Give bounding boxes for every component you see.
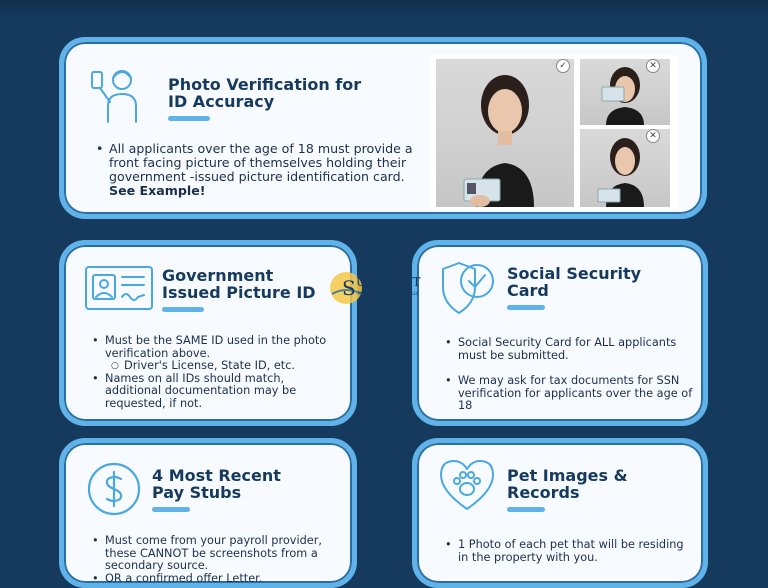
title-line-2: Card: [507, 281, 549, 300]
header-strip: [0, 0, 768, 18]
card-title: [507, 467, 628, 501]
title-underline: [507, 507, 545, 512]
approved-check-icon: ✓: [556, 59, 570, 73]
title-line-1: 4 Most Recent: [152, 466, 281, 485]
example-photo-correct: [436, 59, 574, 207]
sub-list-item: ○ Driver's License, State ID, etc.: [92, 360, 342, 373]
card-title: [152, 467, 281, 501]
government-id-card: [59, 240, 357, 426]
card-title: [507, 265, 641, 299]
title-underline: [168, 116, 210, 121]
id-card-icon: [84, 265, 154, 311]
card-title: [168, 76, 361, 110]
list-item: • 1 Photo of each pet that will be residing in the property with you.: [445, 539, 695, 564]
title-line-2: Records: [507, 483, 580, 502]
title-line-2: Issued Picture ID: [162, 283, 316, 302]
logo-tagline: PROPERTY MANAGEMENT, LLC: [358, 291, 419, 296]
woman-holding-id-illustration: [436, 59, 574, 207]
title-line-1: Government: [162, 266, 274, 285]
see-example-text: See Example!: [109, 183, 206, 198]
svg-text:S: S: [342, 276, 356, 300]
title-line-2: ID Accuracy: [168, 92, 275, 111]
pet-records-card: [412, 438, 708, 588]
shield-check-icon: [437, 259, 499, 319]
dollar-circle-icon: [86, 461, 142, 517]
suncoast-logo: [328, 268, 438, 308]
list-item: • Must be the SAME ID used in the photo verification above.: [92, 335, 342, 360]
list-item: • We may ask for tax documents for SSN verification for applicants over the age of 18: [445, 375, 695, 413]
title-underline: [162, 307, 204, 312]
list-item: • Social Security Card for ALL applicants must be submitted.: [445, 337, 695, 362]
card-body: [92, 535, 348, 585]
heart-paw-icon: [437, 457, 497, 513]
list-item: [96, 142, 416, 198]
card-body: [92, 335, 342, 410]
card-body: [445, 337, 695, 413]
list-item: • OR a confirmed offer Letter.: [92, 573, 348, 586]
card-title: [162, 267, 316, 301]
logo-name: UNCOAST: [356, 275, 421, 289]
card-body: [445, 539, 695, 564]
title-line-1: Pet Images &: [507, 466, 628, 485]
example-photo-collage: [430, 55, 678, 209]
title-underline: [152, 507, 190, 512]
photo-verification-card: [59, 37, 707, 219]
title-line-1: Photo Verification for: [168, 75, 362, 94]
card-body: [96, 142, 416, 198]
title-underline: [507, 305, 545, 310]
sun-logo-icon: [328, 268, 438, 308]
person-holding-id-icon: [88, 64, 144, 124]
title-line-1: Social Security: [507, 264, 642, 283]
body-text: All applicants over the age of 18 must provide a front facing picture of themselves holding their government -issued picture identification card.: [109, 141, 413, 184]
list-item: • Must come from your payroll provider, these CANNOT be screenshots from a secondary source.: [92, 535, 348, 573]
list-item: • Names on all IDs should match, additional documentation may be requested, if not.: [92, 373, 342, 411]
pay-stubs-card: [59, 438, 357, 588]
rejected-x-icon: ✕: [646, 59, 660, 73]
title-line-2: Pay Stubs: [152, 483, 242, 502]
social-security-card: [412, 240, 708, 426]
rejected-x-icon: ✕: [646, 129, 660, 143]
